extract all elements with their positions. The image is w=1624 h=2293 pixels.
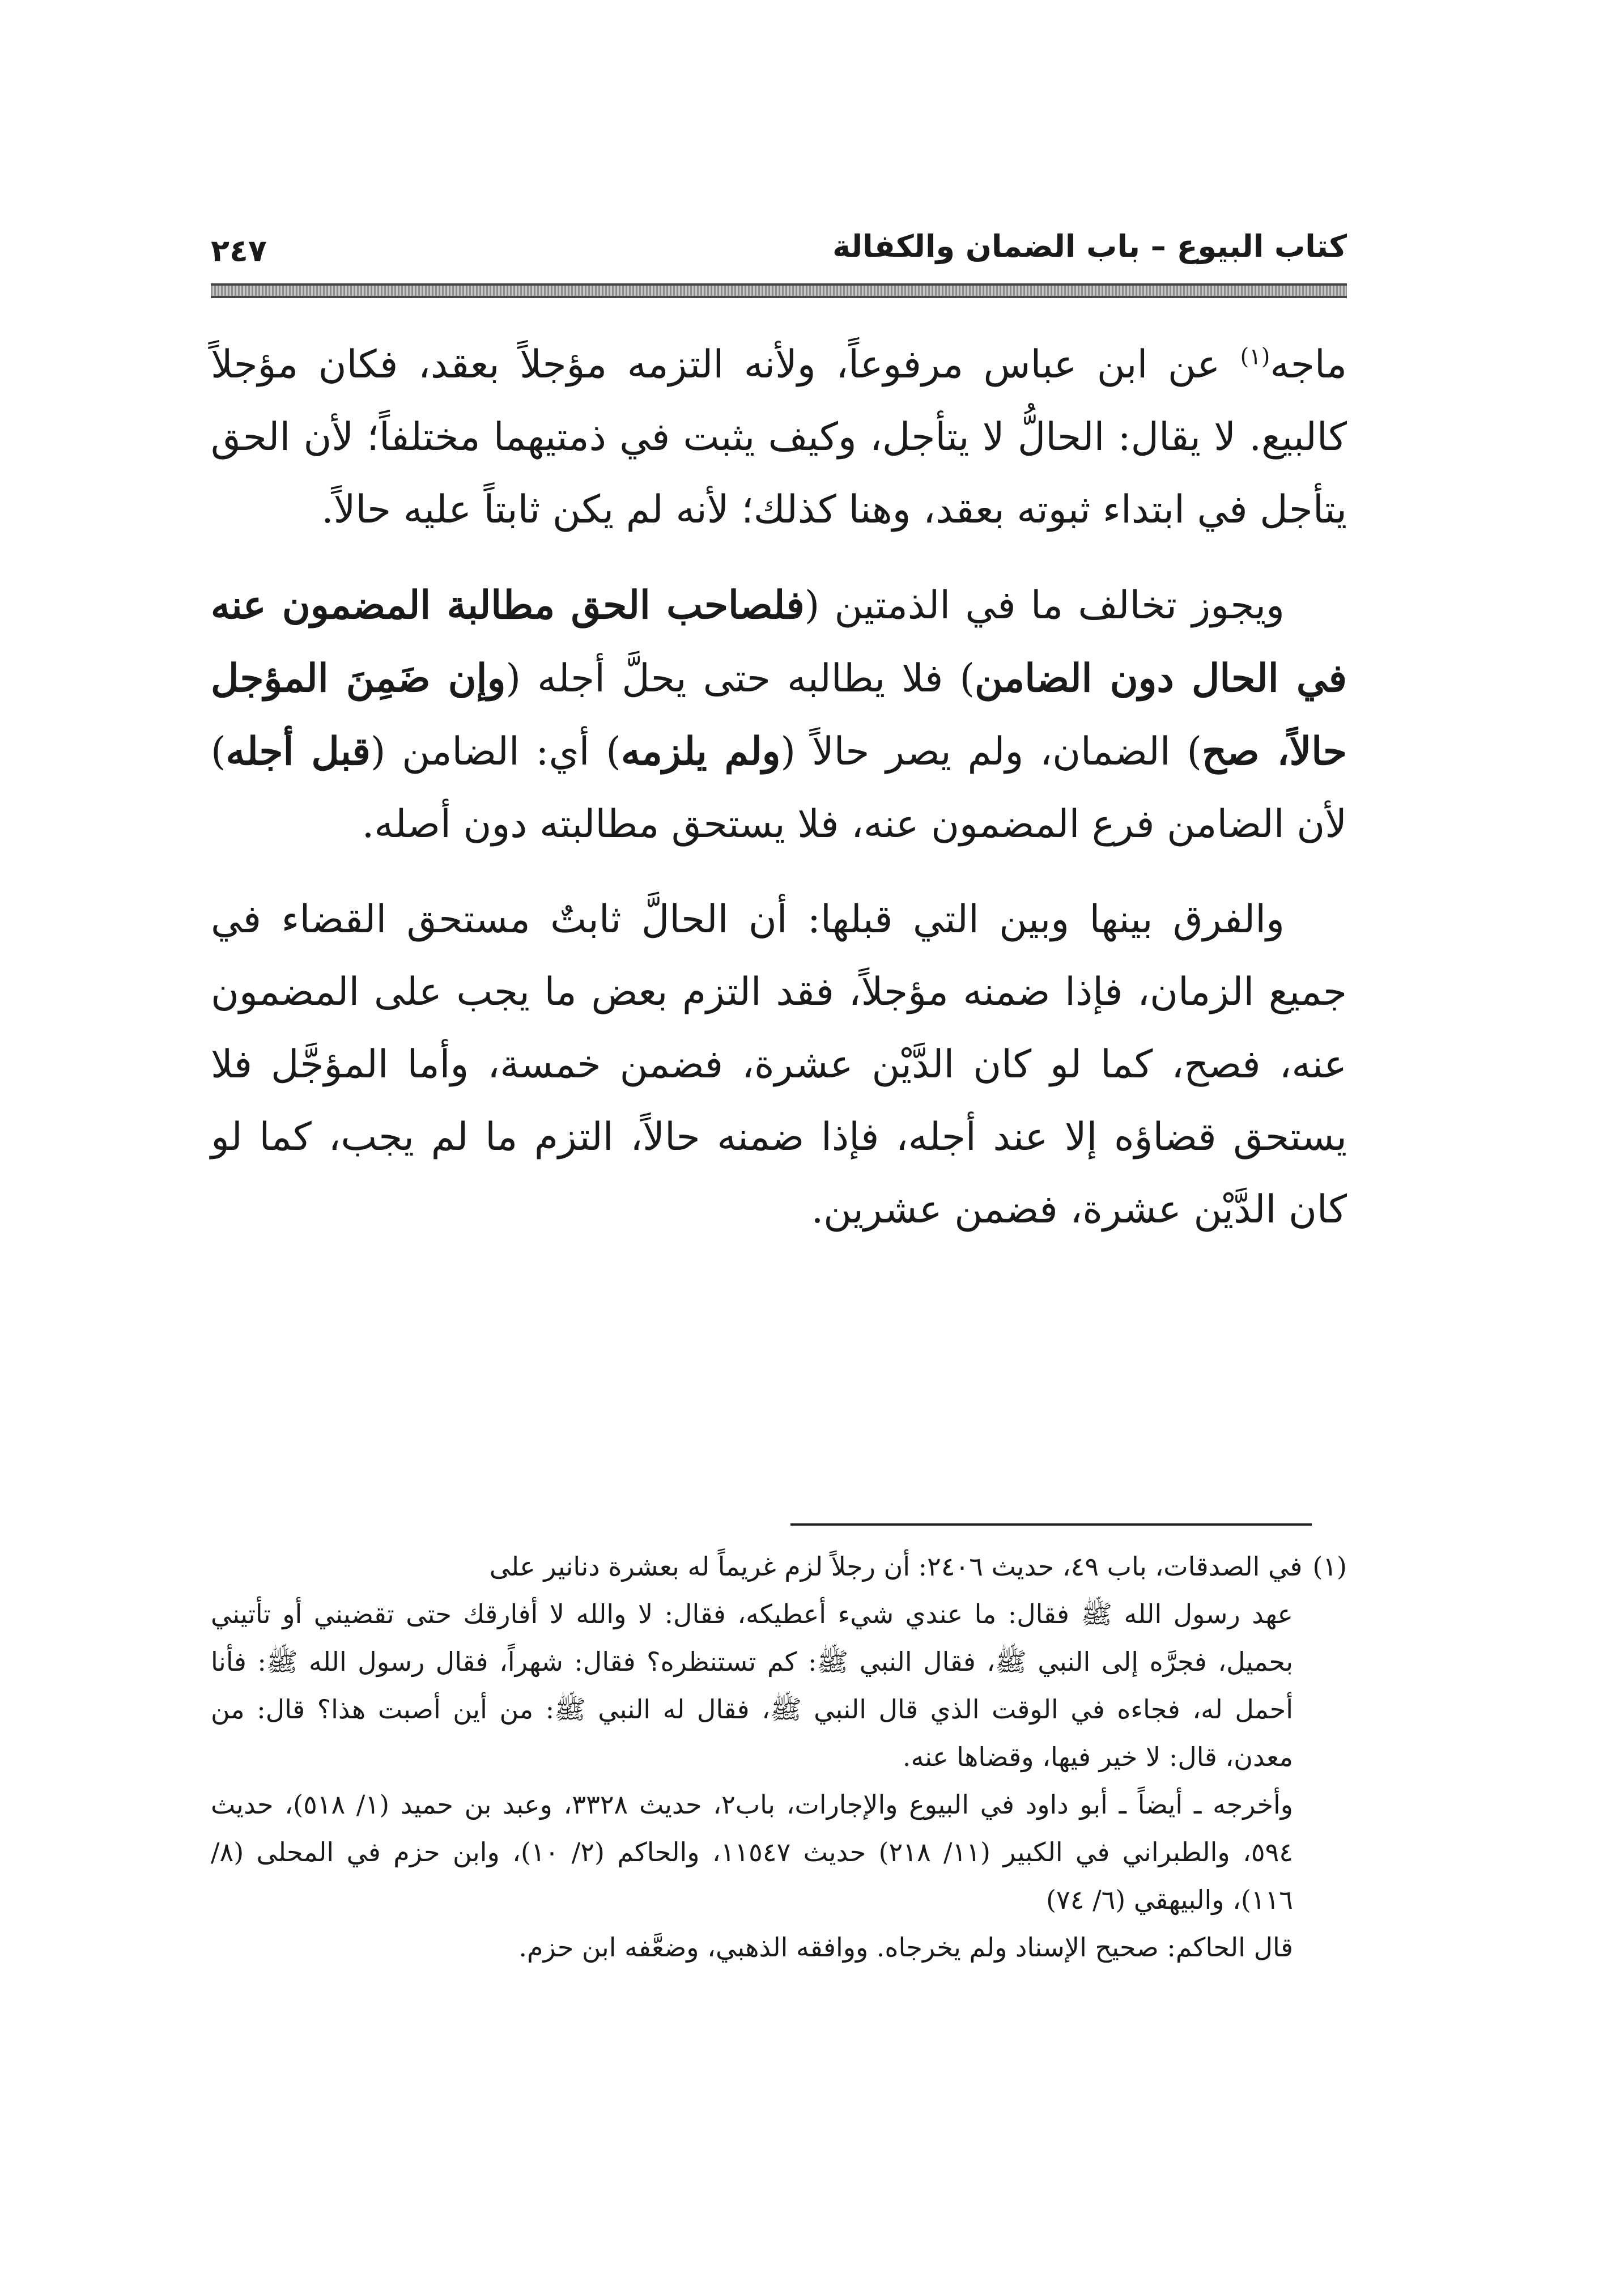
text-run: ماجه — [1270, 342, 1347, 387]
running-title: كتاب البيوع – باب الضمان والكفالة — [832, 228, 1347, 264]
footnote-reference: (١) — [1240, 343, 1270, 370]
paragraph-1 — [211, 329, 1347, 546]
page-header — [211, 224, 1347, 269]
header-rule — [211, 283, 1347, 298]
footnote-separator — [790, 1523, 1312, 1526]
matn-text: ولم يلزمه — [620, 729, 781, 774]
footnote-first-line — [211, 1543, 1347, 1590]
footnote-number: (١) — [1312, 1551, 1347, 1582]
paragraph-2 — [211, 569, 1347, 861]
footnote-grading: قال الحاكم: صحيح الإسناد ولم يخرجاه. ووافقه الذهبي، وضعَّفه ابن حزم. — [518, 1932, 1293, 1963]
footnote-text: في الصدقات، باب ٤٩، حديث ٢٤٠٦: أن رجلاً لزم غريماً له بعشرة دنانير على — [489, 1551, 1303, 1582]
page-number: ٢٤٧ — [211, 233, 267, 269]
footnote-references: وأخرجه ـ أيضاً ـ أبو داود في البيوع والإجارات، باب٢، حديث ٣٣٢٨، وعبد بن حميد (١/ ٥١٨)، حديث ٥٩٤، والطبراني في الكبير (١١/ ٢١٨) حديث ١١٥٤٧، والحاكم (٢/ ١٠)، وابن حزم في المحلى (٨/ ١١٦)، والبيهقي (٦/ ٧٤) — [211, 1789, 1294, 1915]
text-run: عن ابن عباس مرفوعاً، ولأنه التزمه مؤجلاً بعقد، فكان مؤجلاً كالبيع. لا يقال: الحالُّ لا يتأجل، وكيف يثبت في ذمتيهما مختلفاً؛ لأن الحق يتأجل في ابتداء ثبوته بعقد، وهنا كذلك؛ لأنه لم يكن ثابتاً عليه حالاً. — [211, 342, 1347, 532]
matn-text: فلصاحب الحق مطالبة المضمون عنه في الحال دون الضامن — [211, 583, 1347, 701]
main-text — [211, 329, 1347, 1269]
text-run: ويجوز تخالف ما في الذمتين ( — [804, 583, 1285, 628]
matn-text: وإن ضَمِنَ المؤجل حالاً، صح — [211, 656, 1347, 774]
text-run: ) الضمان، ولم يصر حالاً ( — [780, 729, 1202, 774]
text-run: ) أي: الضامن ( — [370, 729, 621, 774]
footnote-hadith: عهد رسول الله ﷺ فقال: ما عندي شيء أعطيكه، فقال: لا والله لا أفارقك حتى تقضيني أو تأتيني بحميل، فجرَّه إلى النبي ﷺ، فقال النبي ﷺ: كم تستنظره؟ فقال: شهراً، فقال رسول الله ﷺ: فأنا أحمل له، فجاءه في الوقت الذي قال النبي ﷺ، فقال له النبي ﷺ: من أين أصبت هذا؟ قال: من معدن، قال: لا خير فيها، وقضاها عنه. — [211, 1599, 1293, 1772]
text-run: ) فلا يطالبه حتى يحلَّ أجله ( — [505, 656, 975, 701]
matn-text: قبل أجله — [226, 729, 371, 774]
paragraph-3: والفرق بينها وبين التي قبلها: أن الحالَّ ثابتٌ مستحق القضاء في جميع الزمان، فإذا ضمنه مؤجلاً، فقد التزم بعض ما يجب على المضمون عنه، فصح، كما لو كان الدَّيْن عشرة، فضمن خمسة، وأما المؤجَّل فلا يستحق قضاؤه إلا عند أجله، فإذا ضمنه حالاً، التزم ما لم يجب، كما لو كان الدَّيْن عشرة، فضمن عشرين. — [211, 897, 1347, 1232]
footnote — [211, 1543, 1347, 1971]
text-run: ) لأن الضامن فرع المضمون عنه، فلا يستحق مطالبته دون أصله. — [211, 729, 1347, 847]
